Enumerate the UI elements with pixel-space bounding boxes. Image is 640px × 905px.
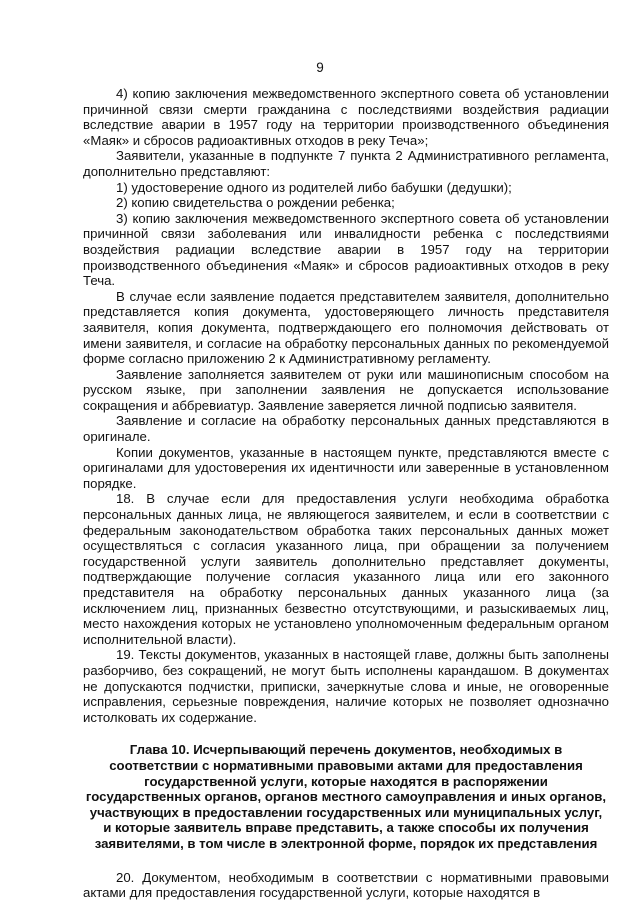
paragraph-filling-rules: Заявление заполняется заявителем от руки или машинописным способом на русском языке, при заполнении заявления не допускается использование сокращения и аббревиатур. Заявление заверяется личной подписью заявителя. bbox=[83, 366, 609, 413]
paragraph-consent-original: Заявление и согласие на обработку персональных данных представляются в оригинале. bbox=[83, 413, 609, 445]
paragraph-19: 19. Тексты документов, указанных в настоящей главе, должны быть заполнены разборчиво, без сокращений, не могут быть исполнены карандашом. В документах не допускаются подчистки, приписки, зачеркнутые слова и иные, не оговоренные исправления, серьезные повреждения, наличие которых не позволяет однозначно истолковать их содержание. bbox=[83, 647, 609, 725]
paragraph-item-3: 3) копию заключения межведомственного экспертного совета об установлении причинной связи заболевания или инвалидности ребенка с последствиями воздействия радиации вследствие аварии в 1957 году на территории производственного объединения «Маяк» и сбросов радиоактивных отходов в реку Теча. bbox=[83, 210, 609, 289]
paragraph-item-1: 1) удостоверение одного из родителей либо бабушки (дедушки); bbox=[116, 179, 512, 195]
paragraph-representative: В случае если заявление подается представителем заявителя, дополнительно представляется копия документа, удостоверяющего личность представителя заявителя, копия документа, подтверждающего его полномочия действовать от имени заявителя, и согласие на обработку персональных данных по рекомендуемой форме согласно приложению 2 к Административному регламенту. bbox=[83, 288, 609, 367]
page-number: 9 bbox=[316, 60, 324, 75]
chapter-10-heading: Глава 10. Исчерпывающий перечень документов, необходимых в соответствии с нормативными правовыми актами для предоставления государственной услуги, которые находятся в распоряжении государственных органов, органов местного самоуправления и иных органов, участвующих в предоставлении государственных или муниципальных услуг, и которые заявитель вправе представить, а также способы их получения заявителями, в том числе в электронной форме, порядок их представления bbox=[85, 742, 607, 851]
paragraph-applicants-subpoint-7: Заявители, указанные в подпункте 7 пункта 2 Административного регламента, дополнительно представляют: bbox=[83, 148, 609, 179]
document-body bbox=[83, 86, 609, 901]
paragraph-copies: Копии документов, указанные в настоящем пункте, представляются вместе с оригиналами для удостоверения их идентичности или заверенные в установленном порядке. bbox=[83, 444, 609, 491]
paragraph-item-4: 4) копию заключения межведомственного экспертного совета об установлении причинной связи смерти гражданина с последствиями воздействия радиации вследствие аварии в 1957 году на территории производственного объединения «Маяк» и сбросов радиоактивных отходов в реку Теча»; bbox=[83, 86, 609, 148]
paragraph-18: 18. В случае если для предоставления услуги необходима обработка персональных данных лица, не являющегося заявителем, и если в соответствии с федеральным законодательством обработка таких персональных данных может осуществляться с согласия указанного лица, при обращении за получением государственной услуги заявитель дополнительно представляет документы, подтверждающие получение согласия указанного лица или его законного представителя на обработку персональных данных указанного лица (за исключением лиц, признанных безвестно отсутствующими, и разыскиваемых лиц, место нахождения которых не установлено уполномоченным федеральным органом исполнительной власти). bbox=[83, 491, 609, 647]
paragraph-item-2: 2) копию свидетельства о рождении ребенка; bbox=[116, 195, 395, 211]
paragraph-20: 20. Документом, необходимым в соответствии с нормативными правовыми актами для предоставления государственной услуги, которые находятся в bbox=[83, 869, 609, 901]
